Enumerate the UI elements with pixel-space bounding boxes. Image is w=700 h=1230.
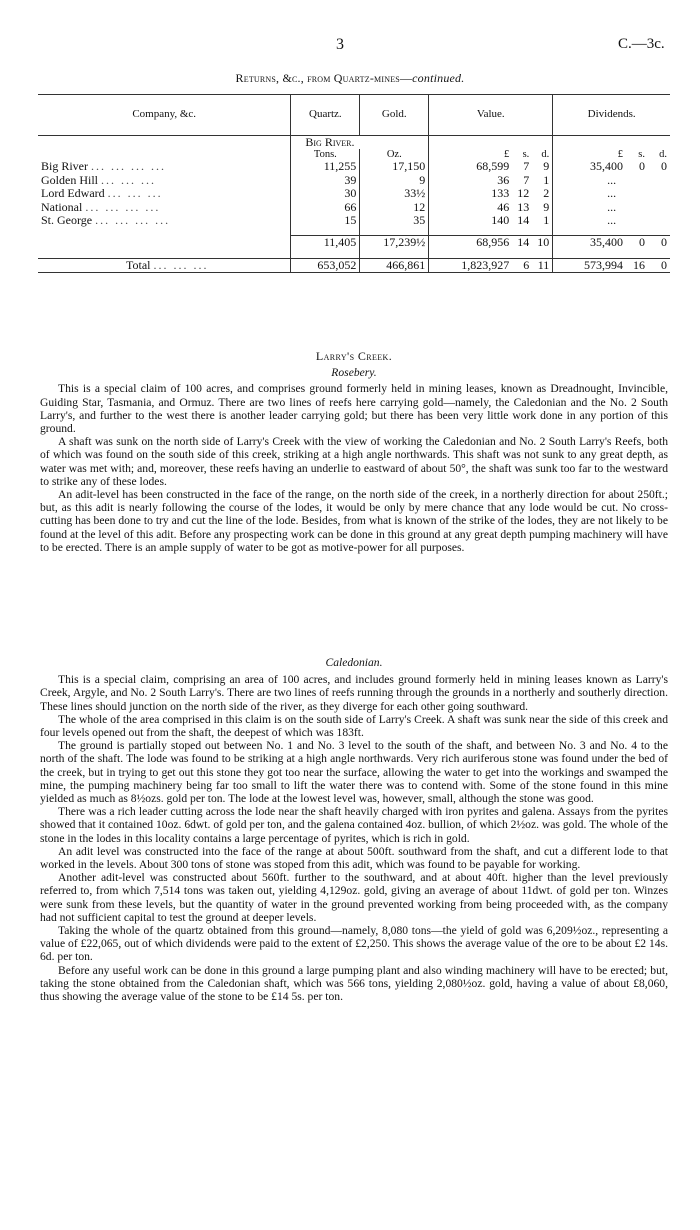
- leader-dots: ... ... ... ...: [85, 199, 161, 214]
- paragraph: This is a special claim of 100 acres, and comprises ground formerly held in mining leases, known as Dreadnought, Invincible, Guiding Star, Tasmania, and Ormuz. There are two lines of reefs here carrying gold—namely, the Caledonian and the No. 2 South Larry's, and further to the west there is another leader carrying gold; but there has been very little work done in any portion of this ground.: [40, 382, 668, 436]
- row-value-pence: 1: [543, 213, 550, 228]
- header-quartz: Quartz.: [291, 95, 360, 136]
- table-row: [38, 214, 670, 227]
- unit-value-pence: d.: [541, 149, 550, 161]
- row-company: Golden Hill: [41, 172, 98, 187]
- row-value-pence: 1: [543, 172, 550, 187]
- document-code: C.—3c.: [618, 36, 665, 52]
- row-company: Big River: [41, 159, 88, 174]
- section-title: Big River.: [305, 135, 355, 149]
- row-value-pounds: 140: [491, 213, 510, 228]
- subtotal-row: [38, 236, 670, 250]
- row-quartz: 39: [291, 174, 360, 187]
- paragraph: The ground is partially stoped out between No. 1 and No. 3 level to the south of the shaft, and between No. 3 and No. 4 to the north of the shaft. The lode was found to be striking at a high angle northwards. Very rich auriferous stone was found under the bed of the creek, but in trying to get out this stone they got too near the surface, allowing the water to get into the workings and swamped the mine, the pumping machinery being far too small to lift the water there was to contend with. Some of the stone found in this mine yielded as much as 8½ozs. gold per ton. The lode at the lowest level was, however, small, although the stone was good.: [40, 739, 668, 806]
- running-title: [0, 72, 700, 85]
- paragraph: Taking the whole of the quartz obtained from this ground—namely, 8,080 tons—the yield of gold was 6,209½oz., representing a value of £22,065, out of which dividends were paid to the extent of £2,250. This shows the average value of the ore to be about £2 14s. 6d. per ton.: [40, 924, 668, 964]
- running-title-prefix: Returns, &c., from Quartz-mines—: [235, 71, 413, 85]
- section-heading: Caledonian.: [325, 656, 383, 669]
- leader-dots: ... ... ...: [101, 172, 156, 187]
- row-gold: 12: [360, 201, 429, 214]
- subtotal-div-pounds: 35,400: [590, 235, 623, 250]
- paragraph: Before any useful work can be done in this ground a large pumping plant and also winding machinery will have to be erected; but, taking the stone obtained from the Caledonian shaft, which was 566 tons, yielding 2,080½oz. gold, having a value of about £8,060, thus showing the average value of the stone to be £14 5s. per ton.: [40, 963, 668, 1004]
- row-value-pounds: 68,599: [476, 159, 510, 174]
- table-row: [38, 187, 670, 200]
- total-label: Total: [126, 257, 151, 272]
- total-value-pounds: 1,823,927: [461, 257, 510, 272]
- header-dividends: Dividends.: [553, 95, 670, 136]
- table-row: [38, 160, 670, 173]
- paragraph: Another adit-level was constructed about 560ft. further to the southward, and at about 40ft. higher than the level previously referred to, from which 7,514 tons was taken out, yielding 4,129oz. gold, giving an average of about 11dwt. of gold per ton. Winzes were sunk from these levels, but the quantity of water in the ground prevented working from being proceeded with, as the company had not sufficient capital to test the ground at deeper levels.: [40, 871, 668, 924]
- row-div-none: ...: [553, 174, 670, 187]
- total-value-pence: 11: [537, 257, 550, 272]
- paragraph: This is a special claim, comprising an area of 100 acres, and includes ground formerly held in mining leases known as Larry's Creek, Argyle, and No. 2 South Larry's. There are two lines of reefs running through the grounds in a northerly and southerly direction. These lines should junction on the north side of the river, as they diverge for each other going southward.: [40, 673, 668, 713]
- larrys-creek-section: [40, 350, 668, 554]
- table-row: [38, 174, 670, 187]
- row-quartz: 30: [291, 187, 360, 200]
- unit-div-pence: d.: [659, 149, 667, 161]
- unit-div-pounds: £: [617, 149, 623, 161]
- unit-value-shillings: s.: [522, 149, 530, 161]
- total-value-shillings: 6: [523, 257, 530, 272]
- leader-dots: ... ... ... ...: [95, 213, 171, 228]
- unit-div-shillings: s.: [638, 149, 645, 161]
- table-header-row: [38, 95, 670, 136]
- subtotal-value-pence: 10: [537, 235, 550, 250]
- total-row: [38, 258, 670, 272]
- paragraph: An adit-level has been constructed in the face of the range, on the north side of the creek, in a northerly direction for about 250ft.; but, as this adit is nearly following the course of the lodes, it would be only by mere chance that any lode would be cut. No cross-cutting has been done to try and cut the line of the lode. Besides, from what is known of the strike of the lodes, they are not likely to be found at the level of this adit. Before any prospecting work can be done in this ground at any great depth pumping machinery will have to be erected. There is an ample supply of water to be got as motive-power for all purposes.: [40, 488, 668, 554]
- paragraph: An adit level was constructed into the face of the range at about 500ft. southward from the shaft, and cut a different lode to that worked in the levels. About 300 tons of stone was stoped from this adit, which was found to be payable for working.: [40, 844, 668, 872]
- total-div-pence: 0: [661, 257, 667, 272]
- header-company: Company, &c.: [38, 95, 291, 136]
- leader-dots: ... ... ...: [153, 257, 209, 272]
- paragraph: A shaft was sunk on the north side of Larry's Creek with the view of working the Caledonian and No. 2 South Larry's Reefs, both of which was found on the south side of this creek, striking at a high angle northwards. This shaft was not sunk to any great depth, as water was met with; and, moreover, these reefs having an underlie to eastward of about 50°, the shaft was sunk too far to the westward to strike any of these lodes.: [40, 435, 668, 488]
- returns-table: [38, 94, 670, 273]
- row-div-none: ...: [553, 187, 670, 200]
- row-value-shillings: 12: [517, 186, 530, 201]
- row-value-pence: 9: [543, 199, 550, 214]
- row-value-pence: 9: [543, 159, 550, 174]
- row-div-none: ...: [553, 214, 670, 227]
- row-value-shillings: 7: [523, 172, 530, 187]
- row-div-none: ...: [553, 201, 670, 214]
- row-gold: 17,150: [360, 160, 429, 173]
- row-company: National: [41, 199, 83, 214]
- subtotal-gold: 17,239½: [360, 236, 429, 250]
- row-value-pounds: 46: [497, 199, 510, 214]
- row-value-pounds: 36: [497, 172, 510, 187]
- row-value-shillings: 7: [523, 159, 530, 174]
- row-company: St. George: [41, 213, 93, 228]
- row-value-pence: 2: [543, 186, 550, 201]
- subtotal-value-shillings: 14: [517, 235, 530, 250]
- leader-dots: ... ... ... ...: [91, 159, 166, 174]
- total-div-shillings: 16: [633, 257, 645, 272]
- row-value-shillings: 13: [517, 199, 530, 214]
- leader-dots: ... ... ...: [107, 186, 163, 201]
- row-div-shillings: 0: [639, 159, 645, 174]
- row-div-pence: 0: [661, 159, 667, 174]
- row-quartz: 15: [291, 214, 360, 227]
- section-subheading: Rosebery.: [331, 366, 377, 380]
- header-value: Value.: [429, 95, 553, 136]
- row-div-pounds: 35,400: [590, 159, 623, 174]
- unit-value-pounds: £: [504, 149, 510, 161]
- page-number: 3: [336, 36, 344, 53]
- row-value-shillings: 14: [517, 213, 530, 228]
- section-row: [38, 136, 670, 150]
- row-gold: 33½: [360, 187, 429, 200]
- header-gold: Gold.: [360, 95, 429, 136]
- unit-quartz: Tons.: [291, 149, 360, 160]
- running-title-suffix: continued.: [412, 71, 465, 85]
- unit-gold: Oz.: [360, 149, 429, 160]
- paragraph: There was a rich leader cutting across the lode near the shaft heavily charged with iron pyrites and galena. Assays from the pyrites showed that it contained 10oz. 6dwt. of gold per ton, and the galena contained 4oz. bullion, of which 2½oz. was gold. The whole of the stone in the lodes in this locality contains a large percentage of pyrites, which is rich in gold.: [40, 805, 668, 845]
- table-row: [38, 201, 670, 214]
- caledonian-section: [40, 656, 668, 1003]
- subtotal-quartz: 11,405: [291, 236, 360, 250]
- section-heading: Larry's Creek.: [315, 349, 393, 363]
- subtotal-div-shillings: 0: [639, 235, 645, 250]
- total-quartz: 653,052: [291, 258, 360, 272]
- row-quartz: 66: [291, 201, 360, 214]
- row-quartz: 11,255: [291, 160, 360, 173]
- row-value-pounds: 133: [491, 186, 510, 201]
- total-div-pounds: 573,994: [584, 257, 623, 272]
- subtotal-div-pence: 0: [661, 235, 667, 250]
- subtotal-value-pounds: 68,956: [476, 235, 510, 250]
- row-company: Lord Edward: [41, 186, 105, 201]
- paragraph: The whole of the area comprised in this claim is on the south side of Larry's Creek. A shaft was sunk near the side of this creek and four levels opened out from the shaft, the deepest of which was 183ft.: [40, 712, 668, 740]
- total-gold: 466,861: [360, 258, 429, 272]
- row-gold: 9: [360, 174, 429, 187]
- row-gold: 35: [360, 214, 429, 227]
